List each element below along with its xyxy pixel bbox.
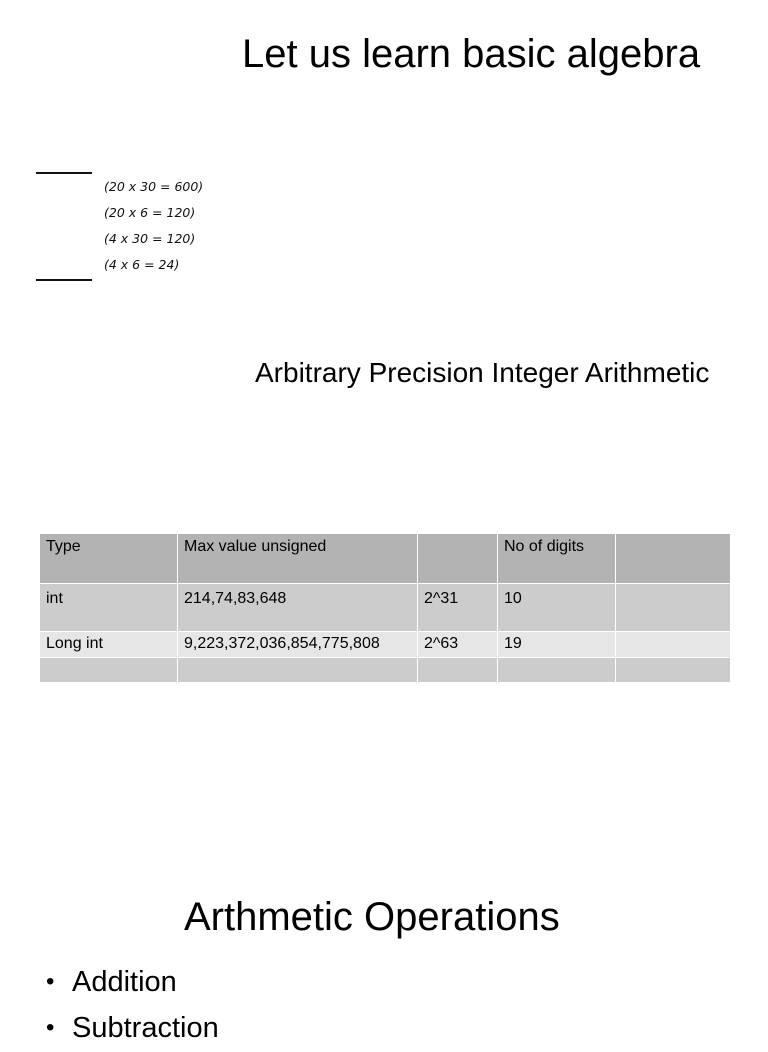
- handwritten-multiplication: [28, 118, 268, 308]
- list-item: [0, 960, 219, 1006]
- operations-list: [0, 960, 219, 1052]
- page-title: Let us learn basic algebra: [242, 32, 701, 76]
- operations-title: Arthmetic Operations: [184, 895, 560, 939]
- table-cell: [418, 658, 498, 683]
- table-cell: [616, 584, 731, 632]
- table-cell: 10: [498, 584, 616, 632]
- table-cell: [616, 632, 731, 658]
- partial-note: (20 x 30 = 600): [104, 179, 204, 194]
- table-row: [40, 584, 731, 632]
- partial-note: (4 x 6 = 24): [104, 257, 180, 272]
- table-cell: [616, 658, 731, 683]
- section-subtitle: Arbitrary Precision Integer Arithmetic: [255, 357, 710, 388]
- table-cell: [178, 658, 418, 683]
- list-item-label: Subtraction: [72, 1012, 219, 1044]
- table-header-row: [40, 534, 731, 584]
- integer-types-table: [39, 533, 731, 683]
- table-cell: 2^63: [418, 632, 498, 658]
- table-row: [40, 658, 731, 683]
- table-cell: 214,74,83,648: [178, 584, 418, 632]
- table-header-cell: No of digits: [498, 534, 616, 584]
- underline-rule: [36, 172, 92, 174]
- bullet-icon: •: [46, 968, 55, 995]
- table-cell: Long int: [40, 632, 178, 658]
- table-header-cell: Max value unsigned: [178, 534, 418, 584]
- table-header-cell: [418, 534, 498, 584]
- list-item-label: Addition: [72, 966, 177, 998]
- table-header-cell: Type: [40, 534, 178, 584]
- table-cell: [498, 658, 616, 683]
- table-cell: [40, 658, 178, 683]
- partial-note: (4 x 30 = 120): [104, 231, 196, 246]
- table-header-cell: [616, 534, 731, 584]
- table-row: [40, 632, 731, 658]
- table-cell: 2^31: [418, 584, 498, 632]
- table-cell: 9,223,372,036,854,775,808: [178, 632, 418, 658]
- table-cell: int: [40, 584, 178, 632]
- result-rule: [36, 279, 92, 281]
- bullet-icon: •: [46, 1014, 55, 1041]
- list-item: [0, 1006, 219, 1052]
- table-cell: 19: [498, 632, 616, 658]
- partial-note: (20 x 6 = 120): [104, 205, 196, 220]
